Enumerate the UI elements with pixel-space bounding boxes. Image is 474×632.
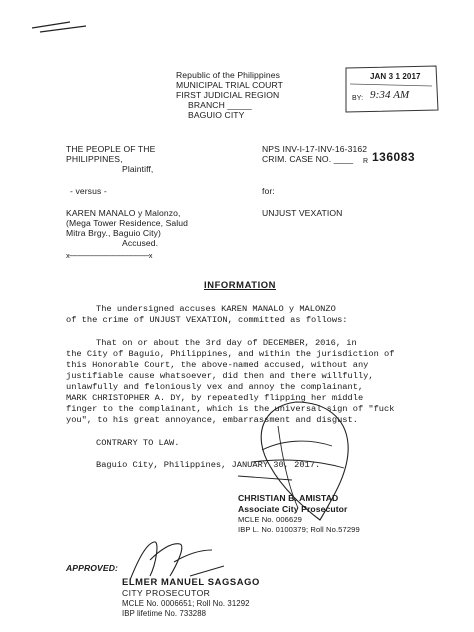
- received-stamp: [340, 64, 440, 120]
- nps-number: NPS INV-I-17-INV-16-3162: [262, 144, 368, 154]
- document-title: INFORMATION: [204, 279, 277, 290]
- accused-address-line1: (Mega Tower Residence, Salud: [66, 218, 189, 228]
- approver-ibp: IBP lifetime No. 733288: [122, 609, 207, 618]
- stamp-date: JAN 3 1 2017: [370, 72, 421, 81]
- signatory-mcle: MCLE No. 006629: [238, 515, 302, 524]
- approved-label: APPROVED:: [66, 563, 118, 573]
- offense: UNJUST VEXATION: [262, 208, 343, 218]
- stamp-by-label: BY:: [352, 95, 364, 102]
- crim-case-stamp-prefix: R: [363, 158, 369, 165]
- plaintiff-role: Plaintiff,: [122, 164, 154, 174]
- versus-label: - versus -: [70, 186, 107, 196]
- court-header-line1: Republic of the Philippines: [176, 70, 280, 80]
- stamp-time-handwritten: 9:34 AM: [370, 89, 410, 101]
- signatory-title: Associate City Prosecutor: [238, 504, 348, 514]
- paragraph-1-line-2: of the crime of UNJUST VEXATION, committed as follows:: [66, 315, 348, 325]
- court-header-line5: BAGUIO CITY: [188, 110, 245, 120]
- court-header-line3: FIRST JUDICIAL REGION: [176, 90, 280, 100]
- accused-name: KAREN MANALO y Malonzo,: [66, 208, 181, 218]
- plaintiff-line2: PHILIPPINES,: [66, 154, 123, 164]
- crim-case-number: 136083: [372, 150, 416, 164]
- approver-title: CITY PROSECUTOR: [122, 588, 211, 598]
- plaintiff-line1: THE PEOPLE OF THE: [66, 144, 156, 154]
- crim-case-label: CRIM. CASE NO. ____: [262, 154, 354, 164]
- place-and-date: Baguio City, Philippines, JANUARY 30, 2017.: [96, 460, 321, 470]
- paragraph-2-line-2: the City of Baguio, Philippines, and within the jurisdiction of: [66, 349, 395, 359]
- paragraph-2-line-7: finger to the complainant, which is the universal sign of "fuck: [66, 404, 395, 414]
- accused-role: Accused.: [122, 238, 159, 248]
- caption-separator: x-----------------------------------------------x: [66, 251, 152, 260]
- court-header-line2: MUNICIPAL TRIAL COURT: [176, 80, 283, 90]
- paragraph-2-line-1: That on or about the 3rd day of DECEMBER, 2016, in: [96, 338, 357, 348]
- contrary-to-law: CONTRARY TO LAW.: [96, 438, 180, 448]
- court-header-line4: BRANCH _____: [188, 100, 252, 110]
- paragraph-2-line-5: unlawfully and feloniously vex and annoy the complainant,: [66, 382, 364, 392]
- signatory-name: CHRISTIAN B. AMISTAD: [238, 493, 339, 503]
- paragraph-2-line-6: MARK CHRISTOPHER A. DY, by repeatedly flipping her middle: [66, 393, 364, 403]
- corner-scribble: [30, 16, 90, 36]
- for-label: for:: [262, 186, 275, 196]
- paragraph-2-line-3: this Honorable Court, the above-named accused, without any: [66, 360, 369, 370]
- approver-mcle: MCLE No. 0006651; Roll No. 31292: [122, 599, 250, 608]
- signatory-ibp: IBP L. No. 0100379; Roll No.57299: [238, 525, 360, 534]
- paragraph-1-line-1: The undersigned accuses KAREN MANALO y MALONZO: [96, 304, 336, 314]
- accused-address-line2: Mitra Brgy., Baguio City): [66, 228, 161, 238]
- approver-name: ELMER MANUEL SAGSAGO: [122, 576, 260, 587]
- paragraph-2-line-8: you", to his great annoyance, embarrassment and disgust.: [66, 415, 358, 425]
- paragraph-2-line-4: justifiable cause whatsoever, did then and there willfully,: [66, 371, 374, 381]
